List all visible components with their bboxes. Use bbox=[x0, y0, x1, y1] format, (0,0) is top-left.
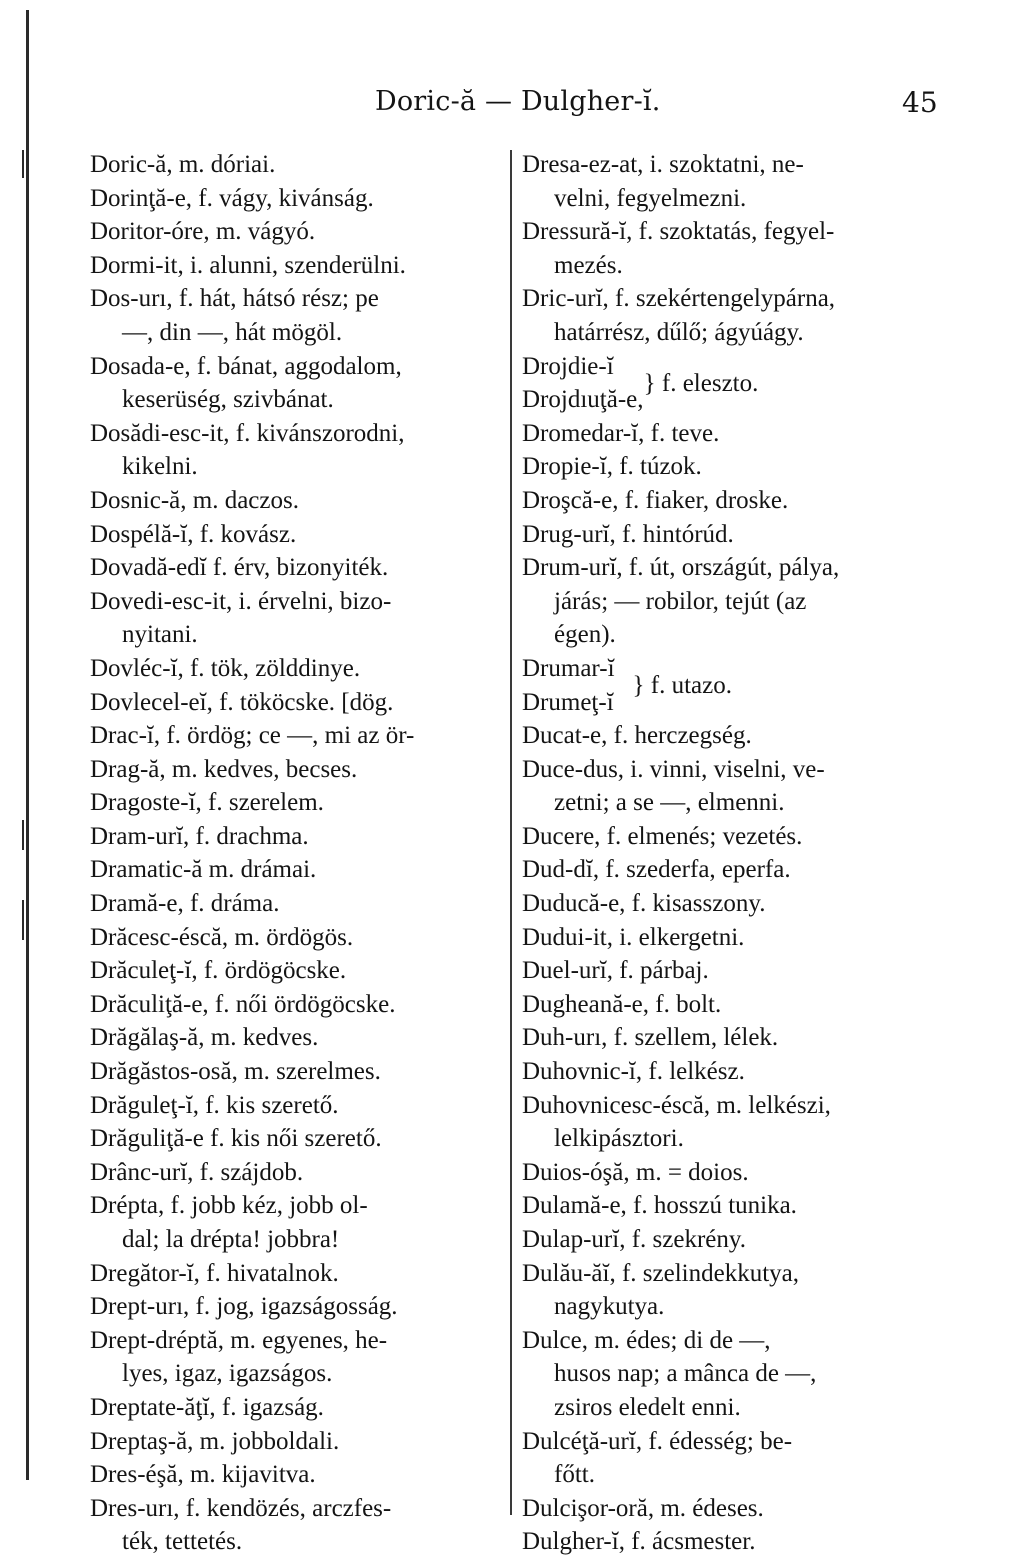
entry-text: Dulcéţă-urĭ, f. édesség; be- bbox=[522, 1427, 793, 1455]
entry-text: Drept-urı, f. jog, igazságosság. bbox=[90, 1293, 398, 1321]
entry-text: Drăculeţ-ĭ, f. ördögöcske. bbox=[90, 957, 347, 985]
page-edge-mark bbox=[22, 150, 24, 178]
entry-continuation bbox=[90, 316, 508, 350]
entry-text: Dres-éşă, m. kijavitva. bbox=[90, 1461, 316, 1489]
dictionary-entry bbox=[90, 719, 508, 753]
entry-text: Drojdie-ĭ bbox=[522, 352, 614, 380]
entry-text: Duce-dus, i. vinni, viselni, ve- bbox=[522, 755, 825, 783]
dictionary-entry bbox=[90, 1189, 508, 1223]
entry-text: Drăguleţ-ĭ, f. kis szerető. bbox=[90, 1091, 339, 1119]
dictionary-entry bbox=[90, 1324, 508, 1358]
dictionary-entry bbox=[522, 853, 962, 887]
dictionary-entry bbox=[90, 1021, 508, 1055]
entry-text: Duhovnic-ĭ, f. lelkész. bbox=[522, 1058, 745, 1086]
entry-text: Dulce, m. édes; di de —, bbox=[522, 1326, 771, 1354]
entry-text: Ducat-e, f. herczegség. bbox=[522, 722, 752, 750]
dictionary-entry bbox=[90, 585, 508, 619]
entry-text: nyitani. bbox=[122, 621, 198, 649]
entry-text: Dram-urĭ, f. drachma. bbox=[90, 822, 309, 850]
entry-text: kikelni. bbox=[122, 453, 198, 481]
grouped-gloss: } f. eleszto. bbox=[643, 369, 759, 397]
entry-continuation bbox=[522, 1357, 962, 1391]
entry-text: égen). bbox=[554, 621, 616, 649]
entry-text: Drăgăstos-osă, m. szerelmes. bbox=[90, 1058, 381, 1086]
dictionary-entry bbox=[90, 686, 508, 720]
entry-text: zsiros eledelt enni. bbox=[554, 1393, 741, 1421]
entry-text: —, din —, hát mögöl. bbox=[122, 318, 343, 346]
dictionary-entry bbox=[90, 518, 508, 552]
entry-text: Duios-óşă, m. = doios. bbox=[522, 1158, 749, 1186]
entry-text: Dormi-it, i. alunni, szenderülni. bbox=[90, 251, 406, 279]
entry-continuation bbox=[90, 450, 508, 484]
entry-text: Ducere, f. elmenés; vezetés. bbox=[522, 822, 803, 850]
entry-text: Dulgher-ĭ, f. ácsmester. bbox=[522, 1528, 756, 1556]
entry-text: Dulău-ăĭ, f. szelindekkutya, bbox=[522, 1259, 799, 1287]
entry-continuation bbox=[522, 1391, 962, 1425]
entry-text: Doritor-óre, m. vágyó. bbox=[90, 218, 316, 246]
entry-text: Dulap-urĭ, f. szekrény. bbox=[522, 1226, 746, 1253]
grouped-gloss: } f. utazo. bbox=[632, 671, 732, 699]
entry-text: lyes, igaz, igazságos. bbox=[122, 1360, 333, 1388]
entry-text: Drac-ĭ, f. ördög; ce —, mi az ör- bbox=[90, 722, 415, 750]
dictionary-entry bbox=[522, 1425, 962, 1459]
entry-text: Drug-urĭ, f. hintórúd. bbox=[522, 520, 734, 548]
entry-text: Drumar-ĭ bbox=[522, 654, 615, 682]
dictionary-entry bbox=[90, 988, 508, 1022]
entry-text: főtt. bbox=[554, 1461, 595, 1489]
entry-text: Dregător-ĭ, f. hivatalnok. bbox=[90, 1259, 339, 1287]
entry-continuation bbox=[522, 316, 962, 350]
dictionary-entry bbox=[90, 484, 508, 518]
page-edge-mark bbox=[22, 820, 24, 850]
entry-continuation bbox=[522, 1290, 962, 1324]
dictionary-entry bbox=[90, 753, 508, 787]
entry-text: Dres-urı, f. kendözés, arczfes- bbox=[90, 1494, 392, 1522]
entry-text: Drumeţ-ĭ bbox=[522, 688, 614, 716]
entry-continuation bbox=[90, 383, 508, 417]
page-header bbox=[0, 86, 1024, 126]
dictionary-entry bbox=[522, 350, 962, 397]
dictionary-entry bbox=[522, 820, 962, 854]
entry-text: velni, fegyelmezni. bbox=[554, 184, 747, 212]
dictionary-entry bbox=[90, 1089, 508, 1123]
page-edge-mark bbox=[22, 900, 24, 940]
dictionary-entry bbox=[522, 450, 962, 484]
entry-text: Dosnic-ă, m. daczos. bbox=[90, 486, 299, 514]
entry-text: Dospélă-ĭ, f. kovász. bbox=[90, 520, 297, 548]
entry-text: Dric-urĭ, f. szekértengelypárna, bbox=[522, 285, 836, 313]
entry-text: Drépta, f. jobb kéz, jobb ol- bbox=[90, 1192, 368, 1220]
entry-text: Dulcişor-oră, m. édeses. bbox=[522, 1494, 764, 1522]
dictionary-entry bbox=[522, 921, 962, 955]
dictionary-entry bbox=[522, 1324, 962, 1358]
entry-text: Droşcă-e, f. fiaker, droske. bbox=[522, 486, 789, 514]
entry-text: Dropie-ĭ, f. túzok. bbox=[522, 453, 702, 481]
dictionary-entry bbox=[522, 1089, 962, 1123]
dictionary-entry bbox=[90, 282, 508, 316]
dictionary-entry bbox=[522, 686, 962, 720]
dictionary-entry bbox=[90, 1425, 508, 1459]
entry-continuation bbox=[90, 618, 508, 652]
dictionary-entry bbox=[522, 1492, 962, 1526]
dictionary-entry bbox=[522, 1257, 962, 1291]
entry-text: határrész, dűlő; ágyúágy. bbox=[554, 318, 804, 346]
entry-text: nagykutya. bbox=[554, 1293, 665, 1321]
page-edge-line bbox=[26, 10, 29, 1480]
entry-text: Dragoste-ĭ, f. szerelem. bbox=[90, 789, 324, 817]
entry-text: Dresa-ez-at, i. szoktatni, ne- bbox=[522, 151, 804, 178]
dictionary-entry bbox=[522, 1055, 962, 1089]
entry-text: mezés. bbox=[554, 251, 623, 279]
dictionary-entry bbox=[522, 652, 962, 699]
dictionary-entry bbox=[90, 786, 508, 820]
dictionary-entry bbox=[90, 350, 508, 384]
dictionary-entry bbox=[90, 249, 508, 283]
entry-text: Dramă-e, f. dráma. bbox=[90, 890, 280, 918]
entry-text: Drăcesc-éscă, m. ördögös. bbox=[90, 923, 354, 951]
dictionary-entry bbox=[522, 417, 962, 451]
dictionary-entry bbox=[90, 1122, 508, 1156]
entry-text: Drum-urĭ, f. út, országút, pálya, bbox=[522, 554, 840, 582]
entry-text: Drăguliţă-e f. kis női szerető. bbox=[90, 1125, 382, 1153]
entry-text: Dud-dĭ, f. szederfa, eperfa. bbox=[522, 856, 791, 884]
dictionary-entry bbox=[522, 551, 962, 585]
entry-text: Drânc-urĭ, f. szájdob. bbox=[90, 1158, 304, 1186]
entry-continuation bbox=[90, 1357, 508, 1391]
entry-text: Duhovnicesc-éscă, m. lelkészi, bbox=[522, 1091, 831, 1119]
entry-text: Dramatic-ă m. drámai. bbox=[90, 856, 317, 884]
entry-text: Dovlecel-eĭ, f. tököcske. [dög. bbox=[90, 688, 394, 716]
entry-text: Dos-urı, f. hát, hátsó rész; pe bbox=[90, 285, 379, 313]
dictionary-entry bbox=[90, 215, 508, 249]
dictionary-entry bbox=[522, 1156, 962, 1190]
entry-text: Dulamă-e, f. hosszú tunika. bbox=[522, 1192, 797, 1220]
dictionary-entry bbox=[90, 1290, 508, 1324]
entry-text: járás; — robilor, tejút (az bbox=[554, 587, 807, 615]
entry-text: Dosada-e, f. bánat, aggodalom, bbox=[90, 352, 402, 380]
entry-continuation bbox=[90, 1223, 508, 1257]
dictionary-entry bbox=[522, 988, 962, 1022]
entry-text: Dorinţă-e, f. vágy, kivánság. bbox=[90, 184, 374, 212]
dictionary-entry bbox=[90, 1156, 508, 1190]
entry-continuation bbox=[522, 182, 962, 216]
entry-text: dal; la drépta! jobbra! bbox=[122, 1226, 340, 1253]
dictionary-entry bbox=[522, 215, 962, 249]
dictionary-entry bbox=[522, 518, 962, 552]
dictionary-entry bbox=[522, 282, 962, 316]
dictionary-entry bbox=[90, 148, 508, 182]
dictionary-entry bbox=[522, 753, 962, 787]
entry-text: Dovléc-ĭ, f. tök, zölddinye. bbox=[90, 654, 361, 682]
dictionary-entry bbox=[90, 1391, 508, 1425]
entry-continuation bbox=[522, 1458, 962, 1492]
entry-text: Drăgălaş-ă, m. kedves. bbox=[90, 1024, 319, 1052]
right-column bbox=[522, 148, 962, 1559]
entry-text: Dugheană-e, f. bolt. bbox=[522, 990, 722, 1018]
left-column bbox=[90, 148, 508, 1559]
page-number: 45 bbox=[902, 86, 938, 119]
entry-text: lelkipásztori. bbox=[554, 1125, 684, 1153]
running-head: Doric-ă — Dulgher-ĭ. bbox=[375, 86, 661, 117]
entry-text: husos nap; a mânca de —, bbox=[554, 1360, 817, 1388]
entry-text: ték, tettetés. bbox=[122, 1528, 243, 1556]
dictionary-entry bbox=[522, 1189, 962, 1223]
entry-text: Dreptaş-ă, m. jobboldali. bbox=[90, 1427, 340, 1455]
dictionary-entry bbox=[522, 484, 962, 518]
dictionary-entry bbox=[90, 887, 508, 921]
entry-continuation bbox=[90, 1525, 508, 1559]
dictionary-entry bbox=[90, 921, 508, 955]
dictionary-entry bbox=[90, 652, 508, 686]
entry-text: Dudui-it, i. elkergetni. bbox=[522, 923, 745, 951]
entry-text: Drojdıuţă-e, bbox=[522, 386, 644, 414]
entry-text: Dromedar-ĭ, f. teve. bbox=[522, 419, 720, 447]
entry-continuation bbox=[522, 786, 962, 820]
entry-text: Dovadă-edĭ f. érv, bizonyiték. bbox=[90, 554, 389, 582]
entry-text: Dovedi-esc-it, i. érvelni, bizo- bbox=[90, 587, 392, 615]
dictionary-entry bbox=[90, 1492, 508, 1526]
entry-text: Doric-ă, m. dóriai. bbox=[90, 151, 276, 178]
entry-text: Duel-urĭ, f. párbaj. bbox=[522, 957, 709, 985]
dictionary-entry bbox=[90, 1055, 508, 1089]
dictionary-entry bbox=[522, 719, 962, 753]
dictionary-entry bbox=[522, 1223, 962, 1257]
dictionary-entry bbox=[90, 182, 508, 216]
dictionary-entry bbox=[90, 820, 508, 854]
dictionary-entry bbox=[90, 417, 508, 451]
dictionary-entry bbox=[522, 954, 962, 988]
entry-text: Dosădi-esc-it, f. kivánszorodni, bbox=[90, 419, 405, 447]
entry-continuation bbox=[522, 1122, 962, 1156]
entry-continuation bbox=[522, 618, 962, 652]
dictionary-entry bbox=[522, 1021, 962, 1055]
dictionary-entry bbox=[522, 887, 962, 921]
dictionary-entry bbox=[522, 148, 962, 182]
dictionary-entry bbox=[90, 1458, 508, 1492]
dictionary-entry bbox=[90, 1257, 508, 1291]
column-divider bbox=[510, 150, 512, 1515]
entry-text: Drăculiţă-e, f. női ördögöcske. bbox=[90, 990, 396, 1018]
dictionary-entry bbox=[90, 954, 508, 988]
dictionary-entry bbox=[90, 853, 508, 887]
entry-continuation bbox=[522, 249, 962, 283]
entry-text: keserüség, szivbánat. bbox=[122, 386, 334, 414]
entry-text: Duh-urı, f. szellem, lélek. bbox=[522, 1024, 779, 1052]
entry-text: Dressură-ĭ, f. szoktatás, fegyel- bbox=[522, 218, 835, 246]
dictionary-entry bbox=[90, 551, 508, 585]
entry-text: Drag-ă, m. kedves, becses. bbox=[90, 755, 358, 783]
entry-text: Drept-dréptă, m. egyenes, he- bbox=[90, 1326, 388, 1354]
entry-text: Dreptate-ăţĭ, f. igazság. bbox=[90, 1393, 324, 1421]
entry-continuation bbox=[522, 585, 962, 619]
dictionary-entry bbox=[522, 1525, 962, 1559]
entry-text: zetni; a se —, elmenni. bbox=[554, 789, 785, 817]
entry-text: Duducă-e, f. kisasszony. bbox=[522, 890, 766, 918]
